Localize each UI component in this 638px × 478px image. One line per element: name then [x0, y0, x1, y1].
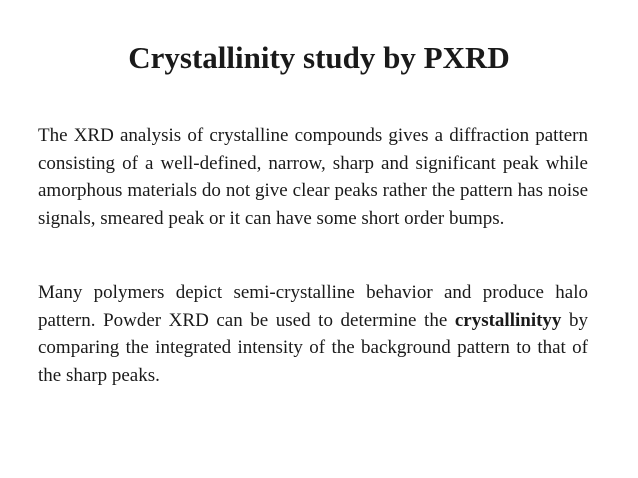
slide-title: Crystallinity study by PXRD [128, 40, 510, 75]
paragraph-xrd-analysis: The XRD analysis of crystalline compounds gives a diffraction pattern consisting of a well-defined, narrow, sharp and significant peak while amorphous materials do not give clear peaks rather the pattern has noise signals, smeared peak or it can have some short order bumps. [38, 125, 588, 229]
crystallinity-term: crystallinityy [454, 309, 562, 331]
paragraph-polymers-crystallinity [38, 279, 588, 389]
paragraph2-text-start: Many polymers depict semi-crystalline behavior and produce halo pattern. Powder XRD can be used to determine the [38, 282, 588, 331]
paragraph2-text-end: by comparing the integrated intensity of the background pattern to that of the sharp peaks. [38, 309, 589, 386]
